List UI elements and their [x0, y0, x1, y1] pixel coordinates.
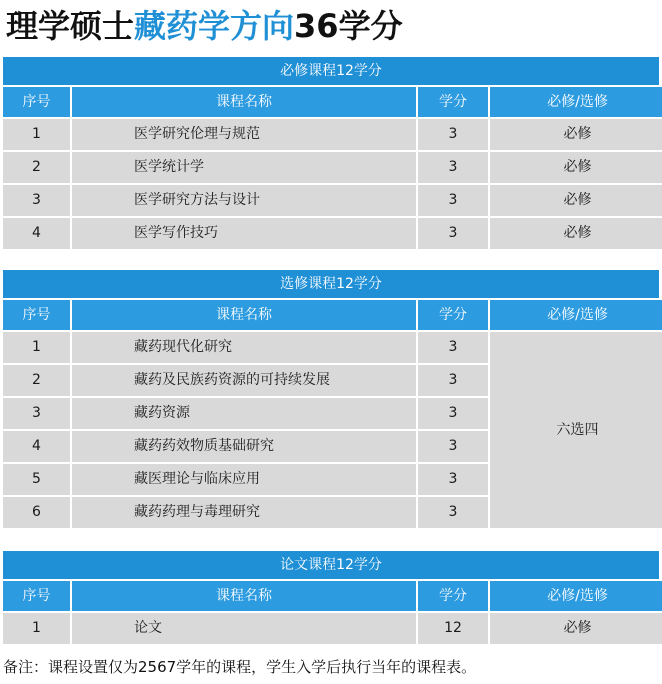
table-row-name: 藏药药理与毒理研究 — [72, 497, 416, 528]
thesis-course-table — [3, 551, 659, 644]
table-row-type: 必修 — [490, 613, 662, 644]
table-row-seq: 2 — [3, 152, 70, 183]
col-header-seq: 序号 — [3, 581, 70, 611]
table-row-name: 医学写作技巧 — [72, 218, 416, 249]
table-row-name: 论文 — [72, 613, 416, 644]
col-header-name: 课程名称 — [72, 87, 416, 117]
table-row-credits: 3 — [418, 398, 488, 429]
table-row-credits: 3 — [418, 332, 488, 363]
table-row-type: 必修 — [490, 185, 662, 216]
table-row-name: 藏药资源 — [72, 398, 416, 429]
footnote: 备注：课程设置仅为2567学年的课程，学生入学后执行当年的课程表。 — [3, 658, 477, 676]
table-row-type: 必修 — [490, 152, 662, 183]
col-header-type: 必修/选修 — [490, 300, 662, 330]
table-row-seq: 3 — [3, 185, 70, 216]
table-row-seq: 4 — [3, 431, 70, 462]
table-row-seq: 1 — [3, 332, 70, 363]
col-header-credits: 学分 — [418, 87, 488, 117]
table-row-name: 医学研究伦理与规范 — [72, 119, 416, 150]
table-row-credits: 3 — [418, 431, 488, 462]
table-row-type: 必修 — [490, 119, 662, 150]
col-header-seq: 序号 — [3, 300, 70, 330]
elective-courses-table — [3, 270, 659, 528]
table-row-seq: 6 — [3, 497, 70, 528]
elective-grid — [3, 300, 659, 528]
col-header-seq: 序号 — [3, 87, 70, 117]
elective-section-header: 选修课程12学分 — [3, 270, 659, 298]
table-row-credits: 3 — [418, 365, 488, 396]
table-row-credits: 3 — [418, 185, 488, 216]
title-credits: 36学分 — [294, 7, 403, 45]
col-header-name: 课程名称 — [72, 300, 416, 330]
table-row-type: 必修 — [490, 218, 662, 249]
thesis-grid — [3, 581, 659, 644]
required-section-header: 必修课程12学分 — [3, 57, 659, 85]
col-header-type: 必修/选修 — [490, 87, 662, 117]
table-row-credits: 3 — [418, 218, 488, 249]
col-header-credits: 学分 — [418, 581, 488, 611]
table-row-credits: 12 — [418, 613, 488, 644]
table-row-credits: 3 — [418, 119, 488, 150]
table-row-seq: 3 — [3, 398, 70, 429]
table-row-name: 藏医理论与临床应用 — [72, 464, 416, 495]
col-header-type: 必修/选修 — [490, 581, 662, 611]
table-row-name: 藏药现代化研究 — [72, 332, 416, 363]
page-title — [6, 4, 403, 48]
table-row-name: 藏药及民族药资源的可持续发展 — [72, 365, 416, 396]
table-row-credits: 3 — [418, 464, 488, 495]
table-row-credits: 3 — [418, 497, 488, 528]
table-row-credits: 3 — [418, 152, 488, 183]
table-row-name: 医学统计学 — [72, 152, 416, 183]
thesis-section-header: 论文课程12学分 — [3, 551, 659, 579]
table-row-seq: 4 — [3, 218, 70, 249]
col-header-credits: 学分 — [418, 300, 488, 330]
title-major: 藏药学方向 — [134, 7, 295, 45]
table-row-seq: 2 — [3, 365, 70, 396]
table-row-seq: 1 — [3, 119, 70, 150]
col-header-name: 课程名称 — [72, 581, 416, 611]
required-courses-table — [3, 57, 659, 249]
elective-choice-rule: 六选四 — [490, 332, 662, 528]
title-degree: 理学硕士 — [6, 7, 135, 45]
table-row-name: 藏药药效物质基础研究 — [72, 431, 416, 462]
table-row-name: 医学研究方法与设计 — [72, 185, 416, 216]
table-row-seq: 1 — [3, 613, 70, 644]
required-grid — [3, 87, 659, 249]
table-row-seq: 5 — [3, 464, 70, 495]
